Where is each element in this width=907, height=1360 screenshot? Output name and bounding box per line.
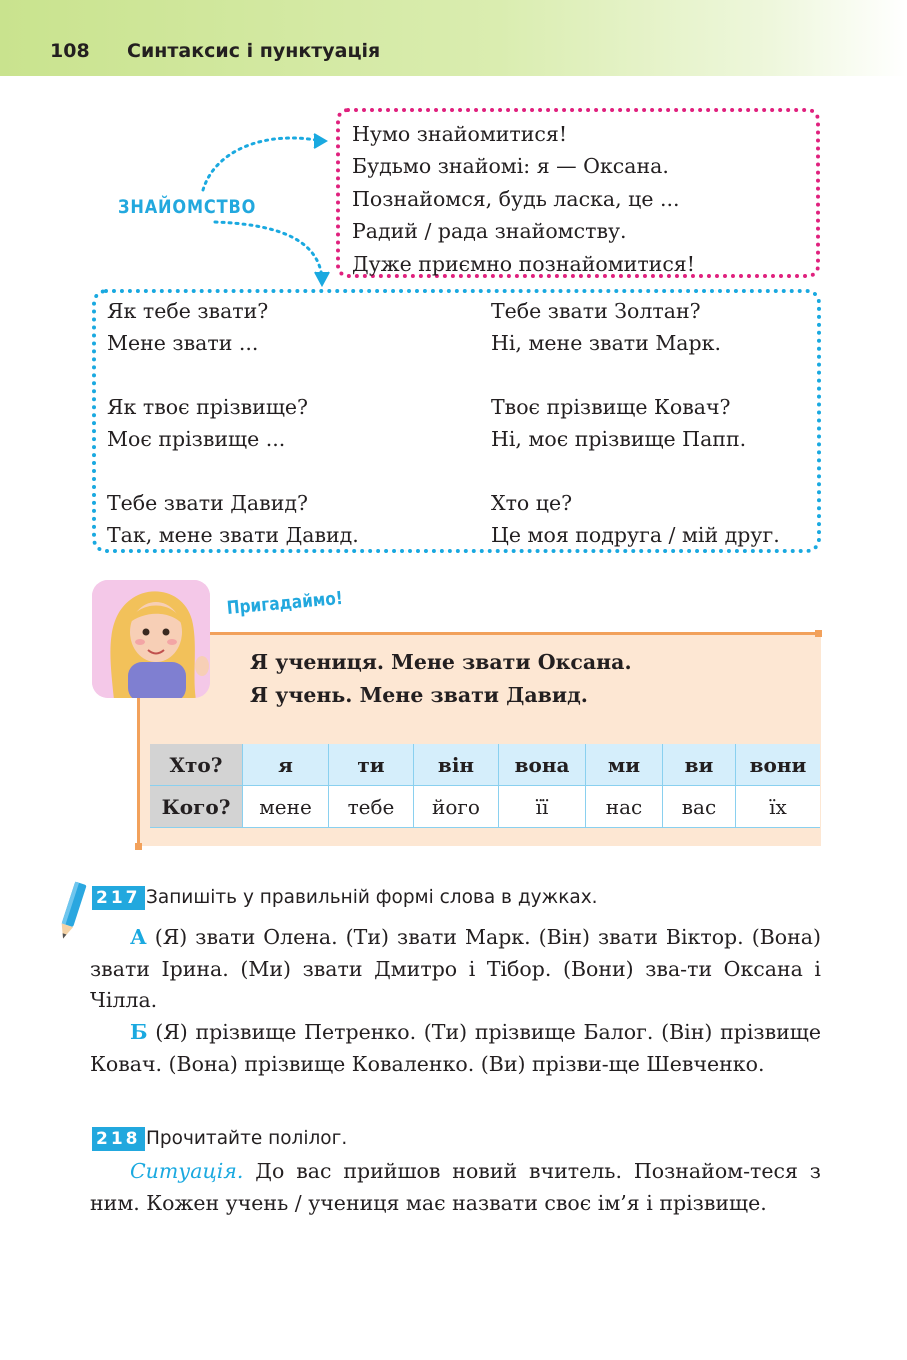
variant-letter: Б — [130, 1020, 148, 1044]
remember-title: Пригадаймо! — [226, 587, 344, 619]
table-cell: вона — [499, 744, 586, 786]
exercise-task: Запишіть у правильній формі слова в дужках. — [146, 887, 598, 908]
situation-text: До вас прийшов новий вчитель. Познайом-теся з ним. Кожен учень / учениця має назвати своє ім’я і прізвище. — [90, 1159, 821, 1215]
page-number: 108 — [50, 40, 90, 62]
table-row-who — [150, 744, 820, 786]
phrase-line: Познайомся, будь ласка, це ... — [352, 186, 680, 211]
remember-line-2: Я учень. Мене звати Давид. — [250, 683, 588, 707]
dialogue-question: Як тебе звати? — [107, 299, 269, 323]
dialogue-left-2 — [107, 391, 308, 455]
dialogue-answer: Моє прізвище ... — [107, 427, 286, 451]
girl-portrait-icon — [92, 580, 210, 698]
table-cell: їх — [736, 786, 821, 828]
exercise-number: 217 — [92, 886, 145, 910]
dialogue-right-2 — [491, 391, 746, 455]
variant-letter: А — [130, 925, 147, 949]
phrase-line: Нумо знайомитися! — [352, 122, 568, 146]
exercise-217-a — [90, 922, 821, 1017]
dialogue-question: Як твоє прізвище? — [107, 395, 309, 419]
dialogue-question: Хто це? — [491, 491, 573, 515]
exercise-text: (Я) прізвище Петренко. (Ти) прізвище Балог. (Він) прізвище Ковач. (Вона) прізвище Коваленко. (Ви) прізви-ще Шевченко. — [90, 1020, 821, 1076]
exercise-task: Прочитайте полілог. — [146, 1128, 348, 1149]
phrase-line: Радий / рада знайомству. — [352, 219, 627, 244]
table-cell: вас — [663, 786, 736, 828]
table-cell: Кого? — [150, 786, 243, 828]
acquaintance-label: ЗНАЙОМСТВО — [118, 196, 257, 218]
chapter-title: Синтаксис і пунктуація — [127, 40, 381, 62]
table-cell: я — [243, 744, 329, 786]
table-cell: ти — [329, 744, 414, 786]
exercise-text: (Я) звати Олена. (Ти) звати Марк. (Він) звати Віктор. (Вона) звати Ірина. (Ми) звати Дмитро і Тібор. (Вони) зва-ти Оксана і Чілла. — [90, 925, 821, 1012]
table-cell: вони — [736, 744, 821, 786]
remember-line-1: Я учениця. Мене звати Оксана. — [250, 650, 632, 674]
table-cell: мене — [243, 786, 329, 828]
dialogue-answer: Так, мене звати Давид. — [107, 523, 359, 547]
table-cell: нас — [586, 786, 663, 828]
table-cell: ми — [586, 744, 663, 786]
dialogue-right-3 — [491, 487, 780, 551]
dialogue-question: Тебе звати Золтан? — [491, 299, 701, 323]
pencil-icon — [56, 880, 88, 942]
table-cell: її — [499, 786, 586, 828]
phrase-line: Дуже приємно познайомитися! — [352, 251, 695, 276]
rule-end-dot — [815, 630, 822, 637]
dialogue-right-1 — [491, 295, 721, 359]
dialogue-answer: Ні, моє прізвище Папп. — [491, 427, 747, 451]
table-cell: тебе — [329, 786, 414, 828]
dialogue-left-1 — [107, 295, 268, 359]
exercise-218-situation — [90, 1156, 821, 1219]
dialogue-answer: Це моя подруга / мій друг. — [491, 523, 780, 547]
exercise-217-b — [90, 1017, 821, 1080]
girl-avatar — [92, 580, 210, 698]
rule-end-dot — [135, 843, 142, 850]
dialogue-left-3 — [107, 487, 359, 551]
table-cell: Хто? — [150, 744, 243, 786]
pronoun-table — [150, 744, 820, 828]
dialogue-question: Твоє прізвище Ковач? — [491, 395, 731, 419]
remember-top-rule — [138, 632, 820, 635]
table-row-whom — [150, 786, 820, 828]
table-cell: ви — [663, 744, 736, 786]
dialogue-question: Тебе звати Давид? — [107, 491, 308, 515]
dialogue-answer: Мене звати ... — [107, 331, 259, 355]
table-cell: його — [414, 786, 499, 828]
situation-label: Ситуація. — [130, 1159, 244, 1183]
table-cell: він — [414, 744, 499, 786]
exercise-number: 218 — [92, 1127, 145, 1151]
dialogue-answer: Ні, мене звати Марк. — [491, 331, 721, 355]
phrase-line: Будьмо знайомі: я — Оксана. — [352, 154, 669, 179]
acquaintance-phrases-box — [336, 108, 820, 278]
